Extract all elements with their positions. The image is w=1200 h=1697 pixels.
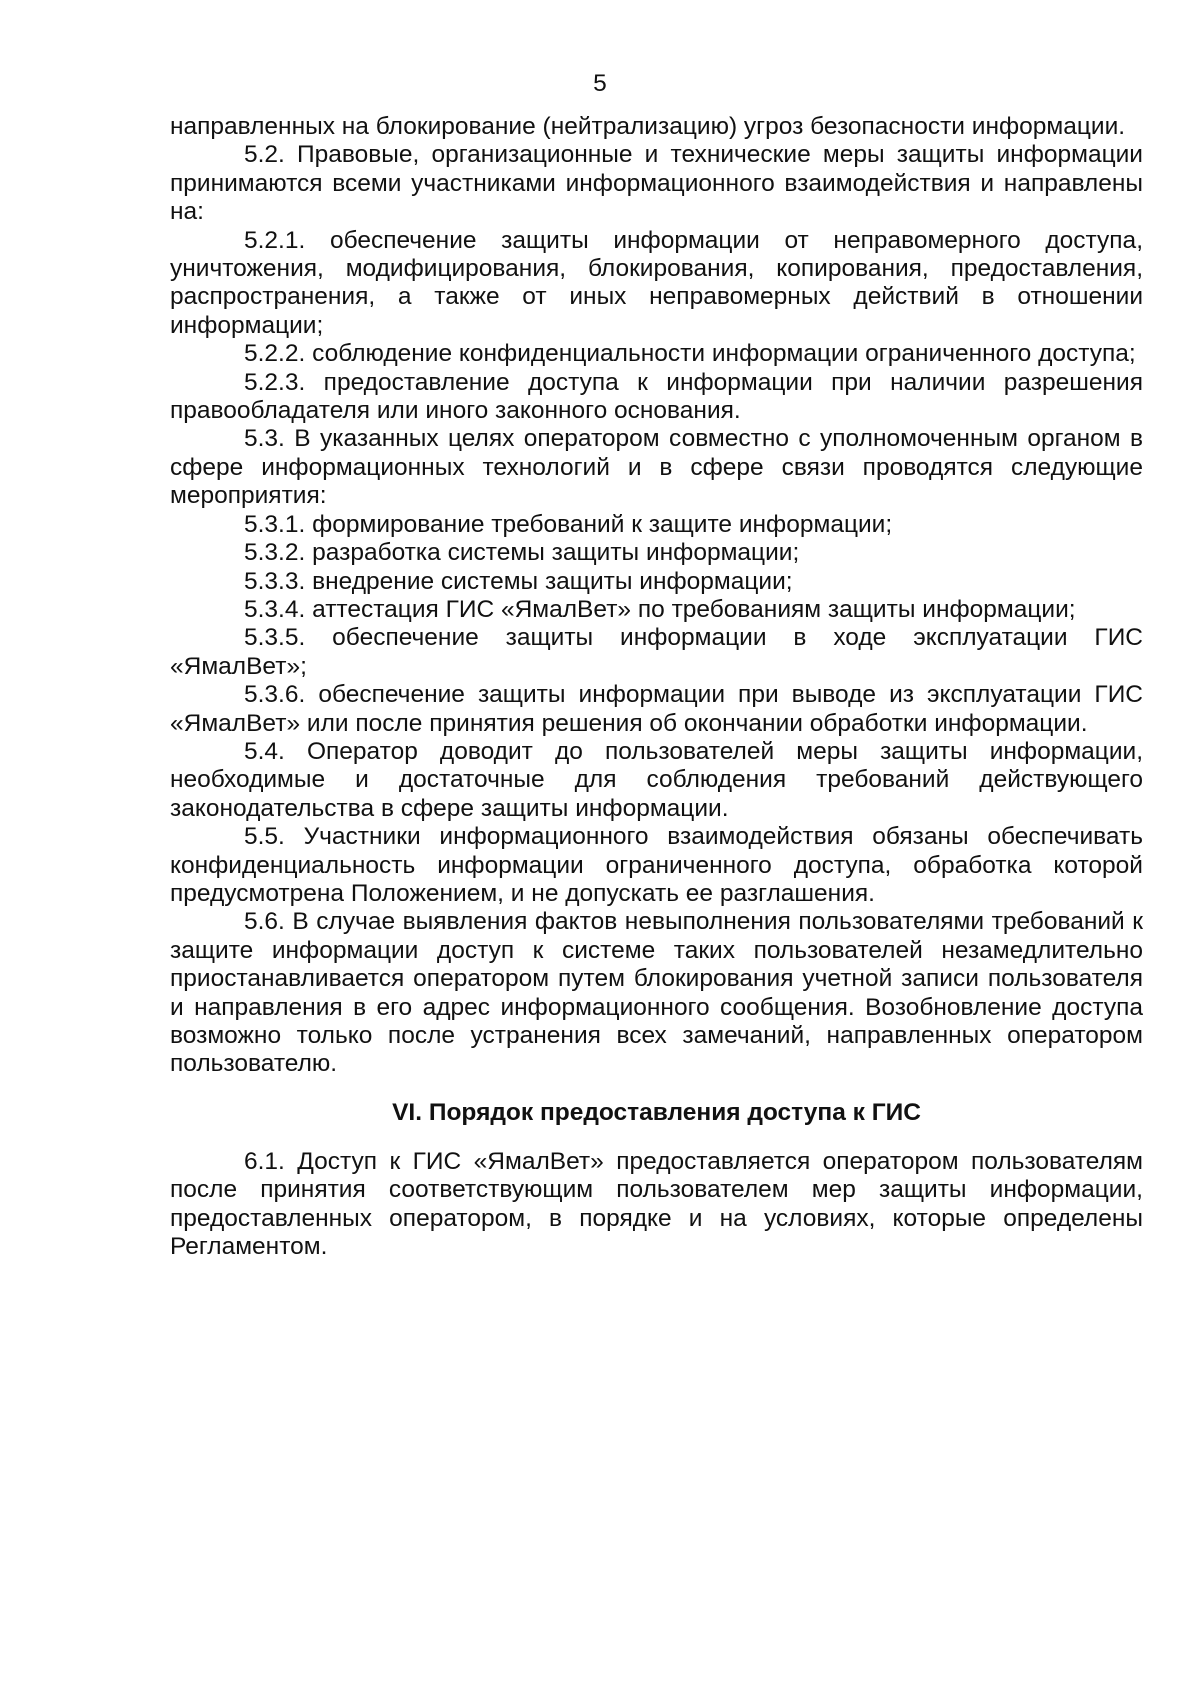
paragraph-5-2: 5.2. Правовые, организационные и технические меры защиты информации принимаются всеми участниками информационного взаимодействия и направлены на: (170, 141, 1143, 226)
paragraph-5-3-4: 5.3.4. аттестация ГИС «ЯмалВет» по требованиям защиты информации; (244, 595, 1076, 623)
page-number: 5 (593, 70, 607, 97)
document-body (170, 113, 1143, 1261)
paragraph-5-4: 5.4. Оператор доводит до пользователей меры защиты информации, необходимые и достаточные для соблюдения требований действующего законодательства в сфере защиты информации. (170, 737, 1143, 822)
paragraph-5-3-6: 5.3.6. обеспечение защиты информации при выводе из эксплуатации ГИС «ЯмалВет» или после принятия решения об окончании обработки информации. (170, 681, 1143, 737)
paragraph-5-3: 5.3. В указанных целях оператором совместно с уполномоченным органом в сфере информационных технологий и в сфере связи проводятся следующие мероприятия: (170, 425, 1143, 510)
paragraph-5-2-1: 5.2.1. обеспечение защиты информации от неправомерного доступа, уничтожения, модифицирования, блокирования, копирования, предоставления, распространения, а также от иных неправомерных действий в отношении информации; (170, 226, 1143, 339)
paragraph-5-3-2: 5.3.2. разработка системы защиты информации; (244, 539, 800, 567)
paragraph-5-3-1: 5.3.1. формирование требований к защите информации; (244, 510, 893, 538)
section-heading: VI. Порядок предоставления доступа к ГИС (392, 1098, 921, 1126)
paragraph-5-5: 5.5. Участники информационного взаимодействия обязаны обеспечивать конфиденциальность информации ограниченного доступа, обработка которой предусмотрена Положением, и не допускать ее разглашения. (170, 823, 1143, 907)
paragraph-5-2-2: 5.2.2. соблюдение конфиденциальности информации ограниченного доступа; (244, 340, 1136, 368)
paragraph-5-6: 5.6. В случае выявления фактов невыполнения пользователями требований к защите информации доступ к системе таких пользователей незамедлительно приостанавливается оператором путем блокирования учетной записи пользователя и направления в его адрес информационного сообщения. Возобновление доступа возможно только после устранения всех замечаний, направленных оператором пользователю. (170, 908, 1143, 1078)
paragraph-continuation: направленных на блокирование (нейтрализацию) угроз безопасности информации. (170, 113, 1126, 140)
paragraph-5-3-3: 5.3.3. внедрение системы защиты информации; (244, 567, 793, 595)
paragraph-6-1: 6.1. Доступ к ГИС «ЯмалВет» предоставляется оператором пользователям после принятия соответствующим пользователем мер защиты информации, предоставленных оператором, в порядке и на условиях, которые определены Регламентом. (170, 1147, 1143, 1261)
paragraph-5-2-3: 5.2.3. предоставление доступа к информации при наличии разрешения правообладателя или иного законного основания. (170, 368, 1143, 425)
paragraph-5-3-5: 5.3.5. обеспечение защиты информации в ходе эксплуатации ГИС «ЯмалВет»; (170, 624, 1143, 680)
